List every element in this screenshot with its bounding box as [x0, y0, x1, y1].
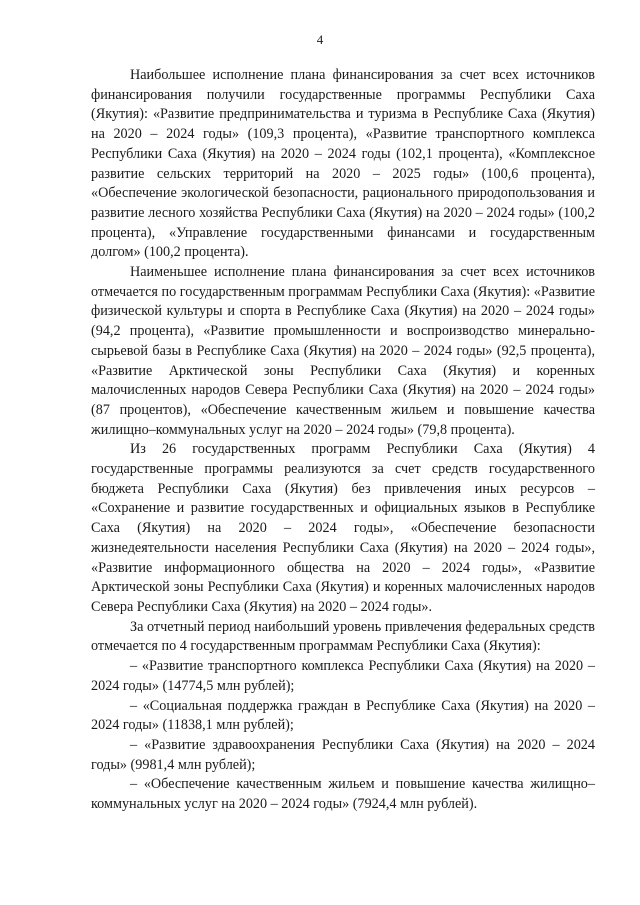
list-item-social-support: – «Социальная поддержка граждан в Республике Саха (Якутия) на 2020 – 2024 годы» (11838,1 млн рублей); — [91, 697, 595, 734]
paragraph-highest-execution: Наибольшее исполнение плана финансирования за счет всех источников финансирования получили государственные программы Республики Саха (Якутия): «Развитие предпринимательства и туризма в Республике Саха (Якутия) на 2020 – 2024 годы» (109,3 процента), «Развитие транспортного комплекса Республики Саха (Якутия) на 2020 – 2024 годы (102,1 процента), «Комплексное развитие сельских территорий на 2020 – 2025 годы» (100,6 процента), «Обеспечение экологической безопасности, рационального природопользования и развитие лесного хозяйства Республики Саха (Якутия) на 2020 – 2024 годы» (100,2 процента), «Управление государственными финансами и государственным долгом» (100,2 процента). — [91, 67, 595, 261]
paragraph-budget-only-programs: Из 26 государственных программ Республики Саха (Якутия) 4 государственные программы реализуются за счет средств государственного бюджета Республики Саха (Якутия) без привлечения иных ресурсов – «Сохранение и развитие государственных и официальных языков в Республике Саха (Якутия) на 2020 – 2024 годы», «Обеспечение безопасности жизнедеятельности населения Республики Саха (Якутия) на 2020 – 2024 годы», «Развитие информационного общества на 2020 – 2024 годы», «Развитие Арктической зоны Республики Саха (Якутия) и коренных малочисленных народов Севера Республики Саха (Якутия) на 2020 – 2024 годы». — [91, 441, 595, 615]
paragraph-lowest-execution: Наименьшее исполнение плана финансирования за счет всех источников отмечается по государственным программам Республики Саха (Якутия): «Развитие физической культуры и спорта в Республике Саха (Якутия) на 2020 – 2024 годы» (94,2 процента), «Развитие промышленности и воспроизводство минерально-сырьевой базы в Республике Саха (Якутия) на 2020 – 2024 годы» (92,5 процента), «Развитие Арктической зоны Республики Саха (Якутия) и коренных малочисленных народов Севера Республики Саха (Якутия) на 2020 – 2024 годы» (87 процентов), «Обеспечение качественным жильем и повышение качества жилищно–коммунальных услуг на 2020 – 2024 годы» (79,8 процента). — [91, 264, 595, 438]
page-number: 4 — [316, 32, 324, 47]
paragraph-federal-funds-intro: За отчетный период наибольший уровень привлечения федеральных средств отмечается по 4 государственным программам Республики Саха (Якутия): — [91, 618, 595, 655]
document-body — [91, 66, 595, 815]
list-item-housing: – «Обеспечение качественным жильем и повышение качества жилищно–коммунальных услуг на 2020 – 2024 годы» (7924,4 млн рублей). — [91, 776, 595, 813]
list-item-healthcare: – «Развитие здравоохранения Республики Саха (Якутия) на 2020 – 2024 годы» (9981,4 млн рублей); — [91, 736, 595, 773]
list-item-transport: – «Развитие транспортного комплекса Республики Саха (Якутия) на 2020 – 2024 годы» (14774,5 млн рублей); — [91, 658, 595, 694]
